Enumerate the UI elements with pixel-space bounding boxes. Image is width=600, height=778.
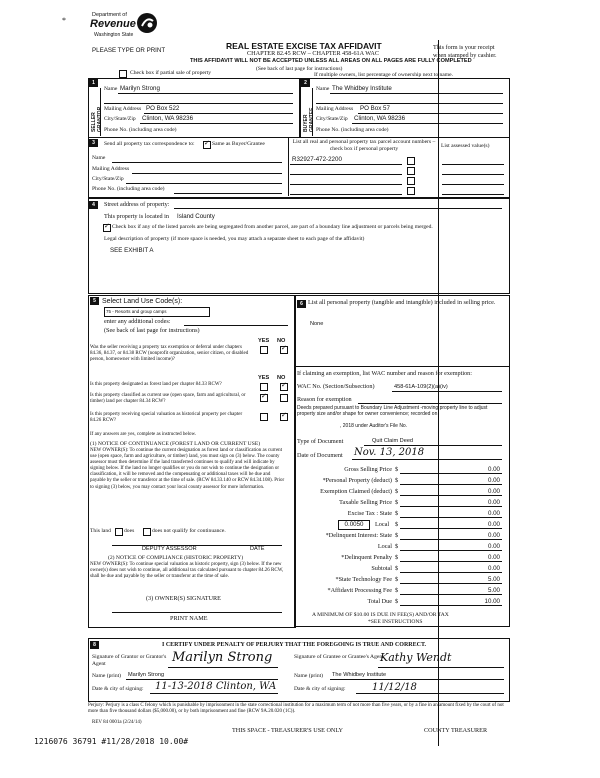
- tech-fee-value: 5.00: [487, 576, 500, 583]
- corr-phone-label: Phone No. (including area code): [92, 186, 165, 192]
- county-value: Island County: [177, 213, 215, 220]
- print-name-line: [112, 612, 282, 613]
- located-label: This property is located in: [104, 213, 169, 220]
- grantor-signature-label: Signature of Grantor or Grantor's Agent: [92, 654, 167, 667]
- assessed-line-4: [442, 194, 504, 195]
- local2-value: 0.00: [487, 543, 500, 550]
- form-chapter: CHAPTER 82.45 RCW – CHAPTER 458-61A WAC: [247, 50, 379, 57]
- gross-dollar: $: [395, 466, 399, 473]
- current-use-yes-checkbox[interactable]: [260, 394, 268, 402]
- personal-deduct-label: *Personal Property (deduct): [322, 477, 392, 484]
- no-header-1: NO: [277, 338, 286, 344]
- grantor-date-label: Date & city of signing:: [92, 686, 144, 692]
- grantee-name-label: Name (print): [294, 673, 324, 679]
- corr-name-line: [112, 162, 282, 163]
- historic-question: Is this property receiving special valuation as historical property per chapter 84.26 RCW?: [90, 412, 243, 424]
- doc-date-line: [352, 459, 502, 460]
- personal-property-checkbox-4[interactable]: [407, 187, 415, 195]
- forest-question: Is this property designated as forest land per chapter 84.33 RCW?: [90, 382, 222, 387]
- land-does-label: does: [124, 528, 135, 534]
- legal-description-value: SEE EXHIBIT A: [110, 247, 154, 254]
- perjury-note: Perjury: Perjury is a class C felony which is punishable by imprisonment in the state correctional institution for a maximum term of not more than five years, or by a fine in an amount fixed by the court of not more than five thousand dollars ($5,000.00), or by both imprisonment and fine (RCW 9A.20.020 (1C)).: [88, 703, 504, 715]
- exemption-deduct-label: Exemption Claimed (deduct): [320, 488, 392, 495]
- grantor-name: Marilyn Strong: [128, 672, 165, 678]
- wac-label: WAC No. (Section/Subsection): [297, 383, 375, 390]
- assessed-line-2: [442, 174, 504, 175]
- send-correspondence-label: Send all property tax correspondence to:: [104, 141, 195, 147]
- section-number-2: 2: [301, 79, 310, 87]
- owner-signature-label: (3) OWNER(S) SIGNATURE: [146, 595, 221, 602]
- historic-title: (2) NOTICE OF COMPLIANCE (HISTORIC PROPERTY): [108, 555, 244, 561]
- delinquent-interest-label: *Delinquent Interest: State: [325, 532, 392, 539]
- county-treasurer: COUNTY TREASURER: [424, 727, 488, 734]
- wac-value: 458-61A-109(2)(a)(iv): [394, 384, 448, 390]
- assessed-header: List assessed value(s): [441, 143, 490, 149]
- local2-label: Local: [377, 543, 392, 550]
- delinquent-penalty-value: 0.00: [487, 554, 500, 561]
- excise-state-dollar: $: [395, 510, 399, 517]
- logo-line1: Department of: [92, 12, 127, 18]
- exemption-yes-checkbox[interactable]: [260, 346, 268, 354]
- land-use-value: 75 - Resorts and group camps: [106, 309, 167, 314]
- seller-name-line: [118, 93, 293, 94]
- buyer-city-line: [352, 123, 503, 124]
- reason-line: [358, 403, 502, 404]
- grantor-name-label: Name (print): [92, 673, 122, 679]
- land-use-see-back: (See back of last page for instructions): [104, 327, 200, 334]
- delinquent-interest-line: [400, 539, 502, 540]
- buyer-name: The Whidbey Institute: [332, 85, 392, 92]
- continuance-title: (1) NOTICE OF CONTINUANCE (FOREST LAND OR CURRENT USE): [90, 441, 261, 447]
- subtotal-dollar: $: [395, 565, 399, 572]
- gross-value: 0.00: [487, 466, 500, 473]
- total-label: Total Due: [367, 598, 392, 605]
- tech-fee-label: *State Technology Fee: [335, 576, 392, 583]
- current-use-question: Is this property classified as current use (open space, farm and agricultural, or timber) land per chapter 84.34 RCW?: [90, 393, 246, 405]
- logo-line2: Revenue: [90, 18, 136, 30]
- delinquent-penalty-dollar: $: [395, 554, 399, 561]
- historic-text: NEW OWNER(S): To continue special valuation as historic property, sign (3) below. If the new owner(s) does not wish to continue, all additional tax calculated pursuant to chapter 84.26 RCW, shall be due and payable by the seller or transferor at the time of sale.: [90, 562, 284, 580]
- seller-mailing-line: [144, 113, 293, 114]
- this-land-label: This land: [90, 528, 111, 534]
- buyer-phone-label: Phone No. (including area code): [316, 127, 389, 133]
- seller-blank-line: [104, 103, 293, 104]
- reason-text: Deeds prepared pursuant to Boundary Line Adjustment -moving property line to adjust property size and/or shape for owner convenience; recorded on: [297, 405, 488, 418]
- form-see-back: (See back of last page for instructions): [256, 66, 343, 72]
- no-header-2: NO: [277, 375, 286, 381]
- type-or-print: PLEASE TYPE OR PRINT: [92, 47, 166, 54]
- local-label: Local: [375, 521, 390, 528]
- minimum-due-note: A MINIMUM OF $10.00 IS DUE IN FEE(S) AND/OR TAX: [312, 612, 449, 618]
- processing-fee-dollar: $: [395, 587, 399, 594]
- exemption-deduct-dollar: $: [395, 488, 399, 495]
- rev-number: REV 84 0001a (2/24/14): [92, 720, 142, 725]
- buyer-city: Clinton, WA 98236: [354, 115, 406, 122]
- buyer-city-label: City/State/Zip: [316, 116, 348, 122]
- seller-city-label: City/State/Zip: [104, 116, 136, 122]
- forest-no-checkbox[interactable]: [280, 383, 288, 391]
- seller-city: Clinton, WA 98236: [142, 115, 194, 122]
- grantor-date-line: [150, 693, 278, 694]
- total-line: [400, 605, 502, 606]
- section-number-8: 8: [90, 641, 99, 649]
- parcel-line-1: [290, 164, 402, 165]
- local-line: [400, 528, 502, 529]
- same-as-buyer-checkbox[interactable]: [203, 141, 211, 149]
- grantee-name-line: [330, 679, 504, 680]
- print-name-label: PRINT NAME: [170, 615, 208, 622]
- buyer-name-line: [330, 93, 503, 94]
- land-does-not-checkbox[interactable]: [143, 528, 151, 536]
- corr-city-label: City/State/Zip: [92, 176, 124, 182]
- grantor-date: 11-13-2018 Clinton, WA: [155, 681, 277, 692]
- local2-dollar: $: [395, 543, 399, 550]
- personal-deduct-line: [400, 484, 502, 485]
- personal-property-checkbox-2[interactable]: [407, 167, 415, 175]
- assessed-line-1: [442, 164, 504, 165]
- grantee-signature: Kathy Wendt: [380, 651, 452, 664]
- delinquent-penalty-label: *Delinquent Penalty: [341, 554, 392, 561]
- street-address-line: [174, 208, 502, 209]
- forest-yes-checkbox[interactable]: [260, 383, 268, 391]
- treasurer-only: THIS SPACE - TREASURER'S USE ONLY: [232, 727, 344, 734]
- personal-deduct-dollar: $: [395, 477, 399, 484]
- seller-city-line: [140, 123, 293, 124]
- delinquent-interest-value: 0.00: [487, 532, 500, 539]
- subtotal-value: 0.00: [487, 565, 500, 572]
- delinquent-penalty-line: [400, 561, 502, 562]
- current-use-no-checkbox[interactable]: [280, 394, 288, 402]
- buyer-mailing-line: [358, 113, 503, 114]
- local-dollar: $: [395, 521, 399, 528]
- enter-additional-label: enter any additional codes:: [104, 318, 171, 325]
- form-warning: THIS AFFIDAVIT WILL NOT BE ACCEPTED UNLESS ALL AREAS ON ALL PAGES ARE FULLY COMPLETED: [190, 58, 472, 64]
- partial-sale-checkbox[interactable]: [119, 70, 127, 78]
- if-yes-note: If any answers are yes, complete as instructed below.: [90, 432, 197, 437]
- yes-header-2: YES: [258, 375, 270, 381]
- taxable-value: 0.00: [487, 499, 500, 506]
- grantee-date: 11/12/18: [372, 682, 417, 693]
- exemption-deduct-line: [400, 495, 502, 496]
- grantee-date-label: Date & city of signing:: [294, 686, 346, 692]
- historic-no-checkbox[interactable]: [280, 413, 288, 421]
- land-use-label: Select Land Use Code(s):: [102, 298, 183, 305]
- section-number-1: 1: [89, 79, 98, 87]
- wac-line: [392, 391, 502, 392]
- personal-deduct-value: 0.00: [487, 477, 500, 484]
- seller-mailing: PO Box 522: [146, 105, 180, 112]
- tech-fee-line: [400, 583, 502, 584]
- seller-phone-label: Phone No. (including area code): [104, 127, 177, 133]
- buyer-name-label: Name: [316, 86, 330, 92]
- total-dollar: $: [395, 598, 399, 605]
- section-number-6: 6: [297, 300, 306, 308]
- doc-type-label: Type of Document: [297, 438, 344, 445]
- corr-mailing-label: Mailing Address: [92, 166, 130, 172]
- grantee-signature-line: [378, 667, 504, 668]
- total-value: 10.00: [484, 598, 500, 605]
- form-title: REAL ESTATE EXCISE TAX AFFIDAVIT: [226, 41, 382, 51]
- same-as-buyer-label: Same as Buyer/Grantee: [212, 141, 265, 147]
- recording-stamp: 1216076 36791 #11/28/2018 10.00#: [34, 737, 189, 746]
- doc-date-value: Nov. 13, 2018: [354, 447, 425, 458]
- exemption-intro: If claiming an exemption, list WAC number and reason for exemption:: [297, 370, 472, 377]
- street-address-label: Street address of property:: [104, 201, 170, 208]
- section-number-4: 4: [89, 201, 98, 209]
- continuance-text: NEW OWNER(S): To continue the current designation as forest land or classification as current use (open space, farm and agriculture, or timber) land, you must sign on (3) below. The county assessor must then determine if the land transferred continues to qualify and will indicate by signing below. If the land no longer qualifies or you do not wish to continue the designation or classification, it will be removed and the compensating or additional taxes will be due and payable by the seller or transferor at the time of sale. (RCW 84.33.140 or RCW 84.34.108). Prior to signing (3) below, you may contact your local county assessor for more information.: [90, 448, 285, 490]
- boundary-text: Check box if any of the listed parcels are being segregated from another parcel, are part of a boundary line adjustment or parcels being merged.: [112, 224, 433, 230]
- excise-state-line: [400, 517, 502, 518]
- section-number-5: 5: [90, 297, 99, 305]
- land-does-not-label: does not qualify for continuance.: [152, 528, 226, 534]
- taxable-line: [400, 506, 502, 507]
- taxable-dollar: $: [395, 499, 399, 506]
- boundary-checkbox[interactable]: [103, 224, 111, 232]
- personal-property-value: None: [310, 321, 324, 327]
- grantor-signature: Marilyn Strong: [172, 650, 273, 665]
- parcel-col-divider: [288, 137, 289, 196]
- excise-state-label: Excise Tax : State: [347, 510, 392, 517]
- corr-city-line: [126, 183, 282, 184]
- taxable-label: Taxable Selling Price: [339, 499, 392, 506]
- subtotal-label: Subtotal: [371, 565, 392, 572]
- gross-label: Gross Selling Price: [344, 466, 392, 473]
- exemption-no-checkbox[interactable]: [280, 346, 288, 354]
- grantor-name-line: [126, 679, 278, 680]
- parcel-line-3: [290, 184, 402, 185]
- receipt-line2: when stamped by cashier.: [433, 52, 497, 59]
- seller-side-label: SELLER GRANTOR: [91, 106, 103, 132]
- logo-line3: Washington State: [94, 32, 134, 38]
- personal-property-checkbox-3[interactable]: [407, 177, 415, 185]
- revenue-logo: [88, 12, 160, 42]
- star-mark: *: [62, 16, 66, 25]
- delinquent-interest-dollar: $: [395, 532, 399, 539]
- grantee-signature-label: Signature of Grantee or Grantee's Agent: [294, 654, 384, 660]
- certify-text: I CERTIFY UNDER PENALTY OF PERJURY THAT THE FOREGOING IS TRUE AND CORRECT.: [162, 642, 427, 648]
- local-value: 0.00: [487, 521, 500, 528]
- doc-type-value: Quit Claim Deed: [372, 438, 414, 444]
- see-instructions-note: *SEE INSTRUCTIONS: [368, 619, 423, 625]
- section-number-3: 3: [89, 139, 98, 147]
- deputy-assessor-label: DEPUTY ASSESSOR: [142, 546, 197, 552]
- gross-line: [400, 473, 502, 474]
- assessed-col-divider: [438, 137, 439, 196]
- grantor-signature-line: [168, 667, 278, 668]
- buyer-side-label: BUYER GRANTEE: [303, 107, 315, 132]
- land-does-checkbox[interactable]: [115, 528, 123, 536]
- revenue-logo-icon: [136, 12, 158, 34]
- parcel-line-4: [290, 194, 402, 195]
- excise-state-value: 0.00: [487, 510, 500, 517]
- processing-fee-value: 5.00: [487, 587, 500, 594]
- grantee-date-line: [356, 693, 504, 694]
- land-use-select[interactable]: [104, 307, 210, 317]
- buyer-mailing-label: Mailing Address: [316, 106, 354, 112]
- doc-type-line: [364, 445, 502, 446]
- seller-name-label: Name: [104, 86, 118, 92]
- processing-fee-line: [400, 594, 502, 595]
- legal-description-label: Legal description of property (if more space is needed, you may attach a separate sheet to each page of the affidavit): [104, 236, 365, 242]
- reason-label: Reason for exemption: [297, 396, 352, 403]
- corr-phone-line: [174, 193, 282, 194]
- buyer-mailing: PO Box 57: [360, 105, 390, 112]
- tech-fee-dollar: $: [395, 576, 399, 583]
- local2-line: [400, 550, 502, 551]
- parcel-line-2: [290, 174, 402, 175]
- grantee-name: The Whidbey Institute: [332, 672, 387, 678]
- exemption-deduct-value: 0.00: [487, 488, 500, 495]
- parcel-number: R32927-472-2200: [292, 156, 342, 163]
- processing-fee-label: *Affidavit Processing Fee: [327, 587, 392, 594]
- seller-mailing-label: Mailing Address: [104, 106, 142, 112]
- assessed-line-3: [442, 184, 504, 185]
- personal-property-checkbox-1[interactable]: [407, 157, 415, 165]
- reason-text-2: , 2018 under Auditor's File No.: [340, 423, 408, 429]
- doc-date-label: Date of Document: [297, 452, 343, 459]
- corr-name-label: Name: [92, 155, 106, 161]
- corr-mailing-line: [132, 173, 282, 174]
- local-rate: 0.0050: [344, 521, 364, 528]
- receipt-line1: This form is your receipt: [433, 44, 495, 51]
- buyer-blank-line: [316, 103, 503, 104]
- deputy-date-label: DATE: [250, 546, 265, 552]
- parcel-header: List all real and personal property tax parcel account numbers – check box if personal property: [292, 139, 436, 152]
- multiple-owners-note: If multiple owners, list percentage of ownership next to name.: [314, 72, 454, 78]
- historic-yes-checkbox[interactable]: [260, 413, 268, 421]
- partial-sale-label: Check box if partial sale of property: [130, 70, 212, 76]
- additional-codes-line: [184, 325, 288, 326]
- seller-name: Marilyn Strong: [120, 85, 160, 92]
- personal-property-label: List all personal property (tangible and intangible) included in selling price.: [308, 299, 496, 306]
- local-rate-box: [338, 520, 370, 530]
- subtotal-line: [400, 572, 502, 573]
- exemption-question: Was the seller receiving a property tax exemption or deferral under chapters 84.36, 84.37, or 84.38 RCW (nonprofit organization, senior citizen, or disabled person, homeowner with limited income)?: [90, 345, 249, 363]
- yes-header-1: YES: [258, 338, 270, 344]
